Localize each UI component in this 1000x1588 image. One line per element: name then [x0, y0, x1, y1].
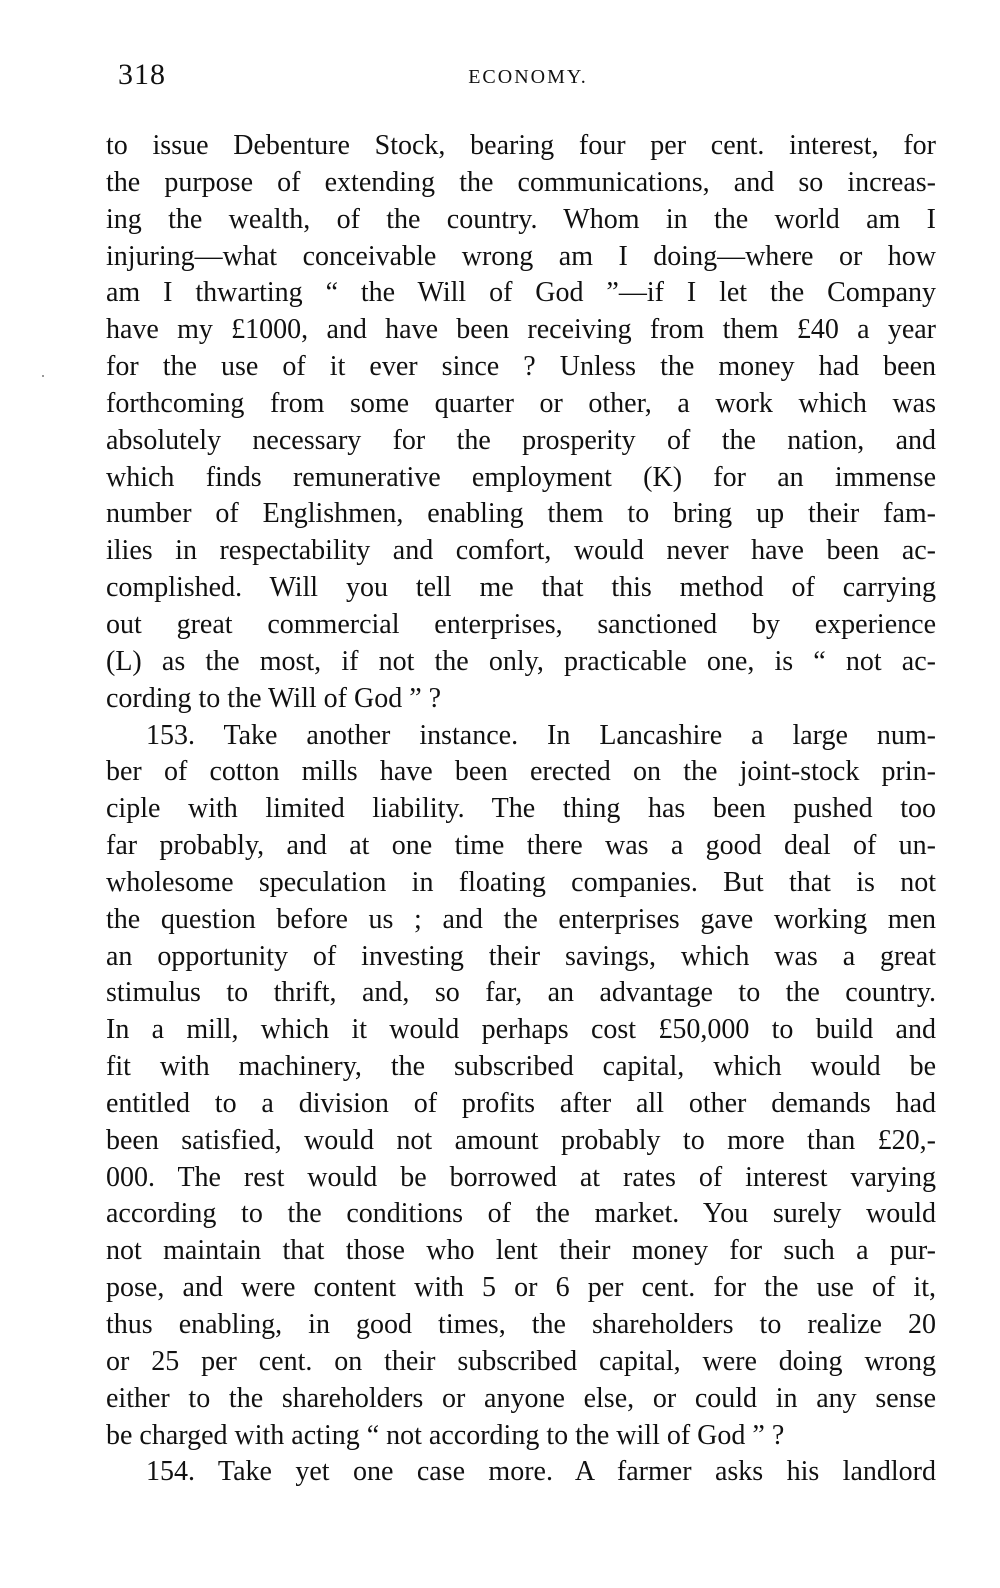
text-line: number of Englishmen, enabling them to bring up their fam-	[106, 498, 936, 530]
text-line: out great commercial enterprises, sanctioned by experience	[106, 608, 936, 640]
text-line: to issue Debenture Stock, bearing four per cent. interest, for	[106, 130, 936, 161]
text-line: forthcoming from some quarter or other, a work which was	[106, 387, 936, 419]
text-line: complished. Will you tell me that this method of carrying	[106, 572, 936, 604]
text-line: injuring—what conceivable wrong am I doing—where or how	[106, 240, 936, 272]
text-line: 000. The rest would be borrowed at rates of interest varying	[106, 1161, 936, 1193]
text-line: pose, and were content with 5 or 6 per cent. for the use of it,	[106, 1272, 936, 1304]
paragraph-154-start: 154. Take yet one case more. A farmer asks his landlord	[146, 1456, 936, 1488]
text-line: the purpose of extending the communications, and so increas-	[106, 166, 936, 198]
text-line: stimulus to thrift, and, so far, an advantage to the country.	[106, 977, 936, 1009]
running-title: ECONOMY.	[468, 66, 588, 88]
text-line: which finds remunerative employment (K) for an immense	[106, 461, 936, 493]
text-line: been satisfied, would not amount probably to more than £20,-	[106, 1124, 936, 1156]
text-line: far probably, and at one time there was a good deal of un-	[106, 830, 936, 862]
text-line: according to the conditions of the market. You surely would	[106, 1198, 936, 1230]
paragraph-153-start: 153. Take another instance. In Lancashire a large num-	[146, 719, 936, 751]
text-line: ilies in respectability and comfort, would never have been ac-	[106, 535, 936, 567]
text-line: ing the wealth, of the country. Whom in the world am I	[106, 203, 936, 235]
text-line: for the use of it ever since ? Unless the money had been	[106, 351, 936, 383]
text-line: the question before us ; and the enterprises gave working men	[106, 903, 936, 935]
text-line: ber of cotton mills have been erected on the joint-stock prin-	[106, 756, 936, 788]
body-text	[106, 128, 936, 1491]
text-line: not maintain that those who lent their money for such a pur-	[106, 1235, 936, 1267]
text-line: am I thwarting “ the Will of God ”—if I let the Company	[106, 277, 936, 309]
text-line: ciple with limited liability. The thing has been pushed too	[106, 793, 936, 825]
text-line: absolutely necessary for the prosperity of the nation, and	[106, 424, 936, 456]
page-number: 318	[118, 58, 166, 91]
text-line: fit with machinery, the subscribed capital, which would be	[106, 1051, 936, 1083]
text-line: either to the shareholders or anyone else, or could in any sense	[106, 1382, 936, 1414]
running-header	[118, 58, 938, 98]
text-line: thus enabling, in good times, the shareholders to realize 20	[106, 1309, 936, 1340]
text-line: have my £1000, and have been receiving from them £40 a year	[106, 314, 936, 346]
text-line: an opportunity of investing their savings, which was a great	[106, 940, 936, 972]
text-line: cording to the Will of God ” ?	[106, 682, 442, 714]
text-line: or 25 per cent. on their subscribed capital, were doing wrong	[106, 1345, 936, 1377]
text-line: (L) as the most, if not the only, practicable one, is “ not ac-	[106, 645, 936, 677]
text-line: In a mill, which it would perhaps cost £50,000 to build and	[106, 1014, 936, 1046]
text-line: be charged with acting “ not according to the will of God ” ?	[106, 1419, 785, 1451]
page-speck	[42, 375, 44, 377]
text-line: wholesome speculation in floating companies. But that is not	[106, 866, 936, 898]
text-line: entitled to a division of profits after all other demands had	[106, 1087, 936, 1119]
